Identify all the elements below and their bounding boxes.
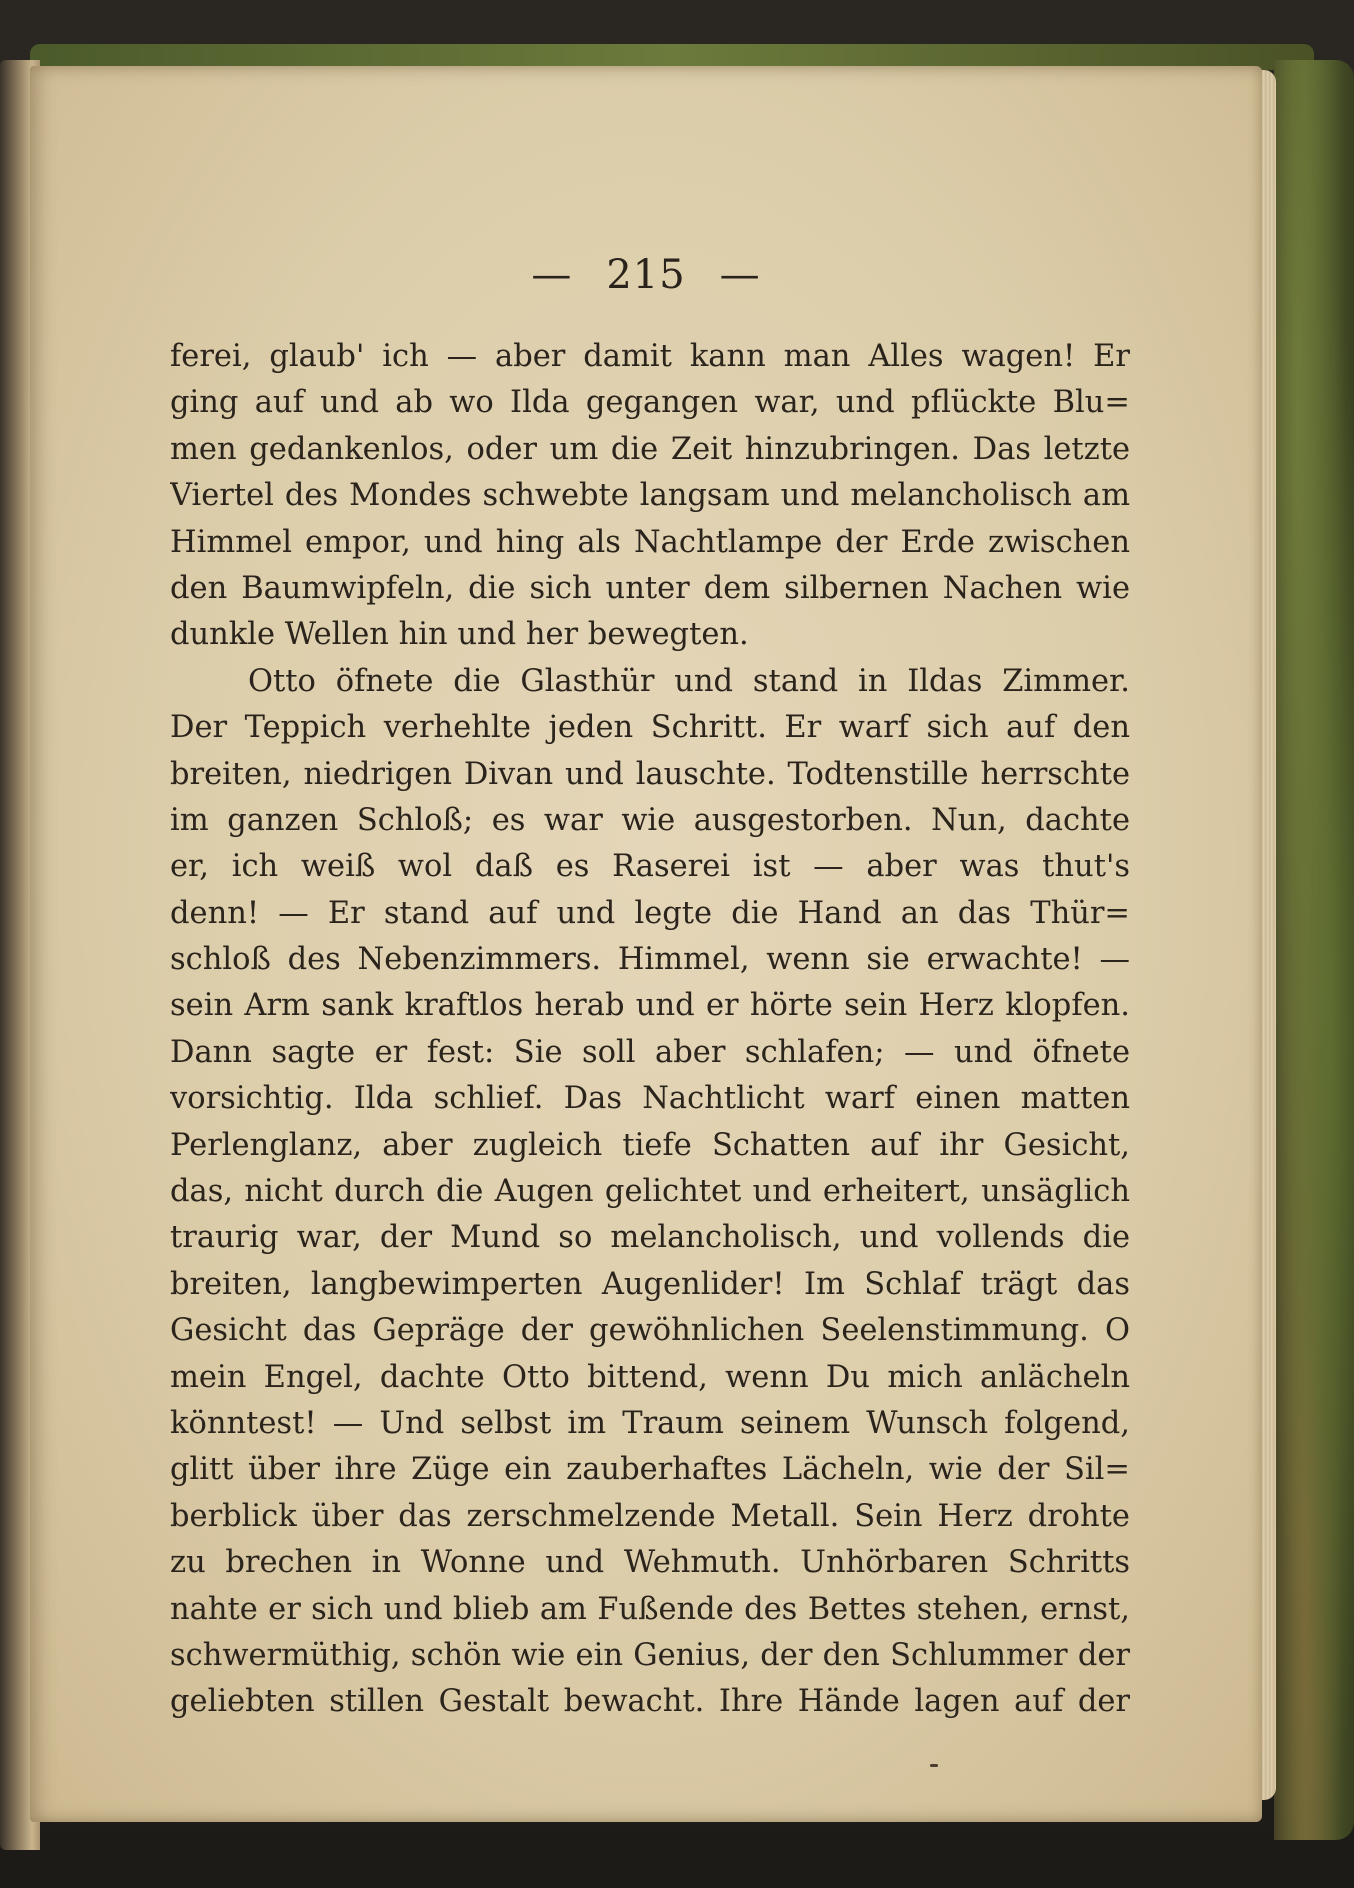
body-text xyxy=(170,334,1130,1726)
text-line: Viertel des Mondes schwebte langsam und melancholisch am xyxy=(170,478,1130,514)
text-line: men gedankenlos, oder um die Zeit hinzubringen. Das letzte xyxy=(170,431,1130,467)
text-line: breiten, niedrigen Divan und lauschte. Todtenstille herrschte xyxy=(170,756,1130,792)
text-line: schloß des Nebenzimmers. Himmel, wenn sie erwachte! — xyxy=(170,942,1130,978)
text-line: sein Arm sank kraftlos herab und er hörte sein Herz klopfen. xyxy=(170,988,1130,1024)
text-line: könntest! — Und selbst im Traum seinem Wunsch folgend, xyxy=(170,1405,1130,1441)
text-line: berblick über das zerschmelzende Metall. Sein Herz drohte xyxy=(170,1498,1130,1534)
header-dash-left: — xyxy=(531,252,573,298)
text-line: denn! — Er stand auf und legte die Hand an das Thür= xyxy=(170,895,1130,931)
marbled-cover-edge xyxy=(1274,60,1354,1840)
text-line: geliebten stillen Gestalt bewacht. Ihre Hände lagen auf der xyxy=(170,1684,1130,1720)
text-line: glitt über ihre Züge ein zauberhaftes Lächeln, wie der Sil= xyxy=(170,1452,1130,1488)
text-line: dunkle Wellen hin und her bewegten. xyxy=(170,617,749,653)
text-line: Der Teppich verhehlte jeden Schritt. Er warf sich auf den xyxy=(170,710,1130,746)
book-page xyxy=(30,66,1262,1822)
text-line: ferei, glaub' ich — aber damit kann man Alles wagen! Er xyxy=(170,339,1130,374)
text-line: den Baumwipfeln, die sich unter dem silbernen Nachen wie xyxy=(170,570,1130,606)
ink-speck xyxy=(930,1764,938,1767)
header-dash-right: — xyxy=(719,252,761,298)
text-line: schwermüthig, schön wie ein Genius, der den Schlummer der xyxy=(170,1637,1130,1673)
text-line: zu brechen in Wonne und Wehmuth. Unhörbaren Schritts xyxy=(170,1545,1130,1581)
text-line: ging auf und ab wo Ilda gegangen war, und pflückte Blu= xyxy=(170,385,1130,421)
text-line: er, ich weiß wol daß es Raserei ist — aber was thut's xyxy=(170,849,1130,885)
text-line: Perlenglanz, aber zugleich tiefe Schatten auf ihr Gesicht, xyxy=(170,1127,1130,1163)
text-line: im ganzen Schloß; es war wie ausgestorben. Nun, dachte xyxy=(170,802,1130,838)
text-line: Dann sagte er fest: Sie soll aber schlafen; — und öfnete xyxy=(170,1034,1130,1070)
text-line: vorsichtig. Ilda schlief. Das Nachtlicht warf einen matten xyxy=(170,1081,1130,1117)
page-number: 215 xyxy=(606,252,686,298)
text-line: mein Engel, dachte Otto bittend, wenn Du mich anlächeln xyxy=(170,1359,1130,1395)
text-line: Otto öfnete die Glasthür und stand in Ildas Zimmer. xyxy=(248,663,1130,699)
text-line: Himmel empor, und hing als Nachtlampe der Erde zwischen xyxy=(170,524,1130,560)
text-line: traurig war, der Mund so melancholisch, und vollends die xyxy=(170,1220,1130,1256)
text-line: nahte er sich und blieb am Fußende des Bettes stehen, ernst, xyxy=(170,1591,1130,1627)
text-line: das, nicht durch die Augen gelichtet und erheitert, unsäglich xyxy=(170,1174,1130,1210)
text-line: breiten, langbewimperten Augenlider! Im Schlaf trägt das xyxy=(170,1266,1130,1302)
page-number-header xyxy=(30,252,1262,298)
text-line: Gesicht das Gepräge der gewöhnlichen Seelenstimmung. O xyxy=(170,1313,1130,1349)
